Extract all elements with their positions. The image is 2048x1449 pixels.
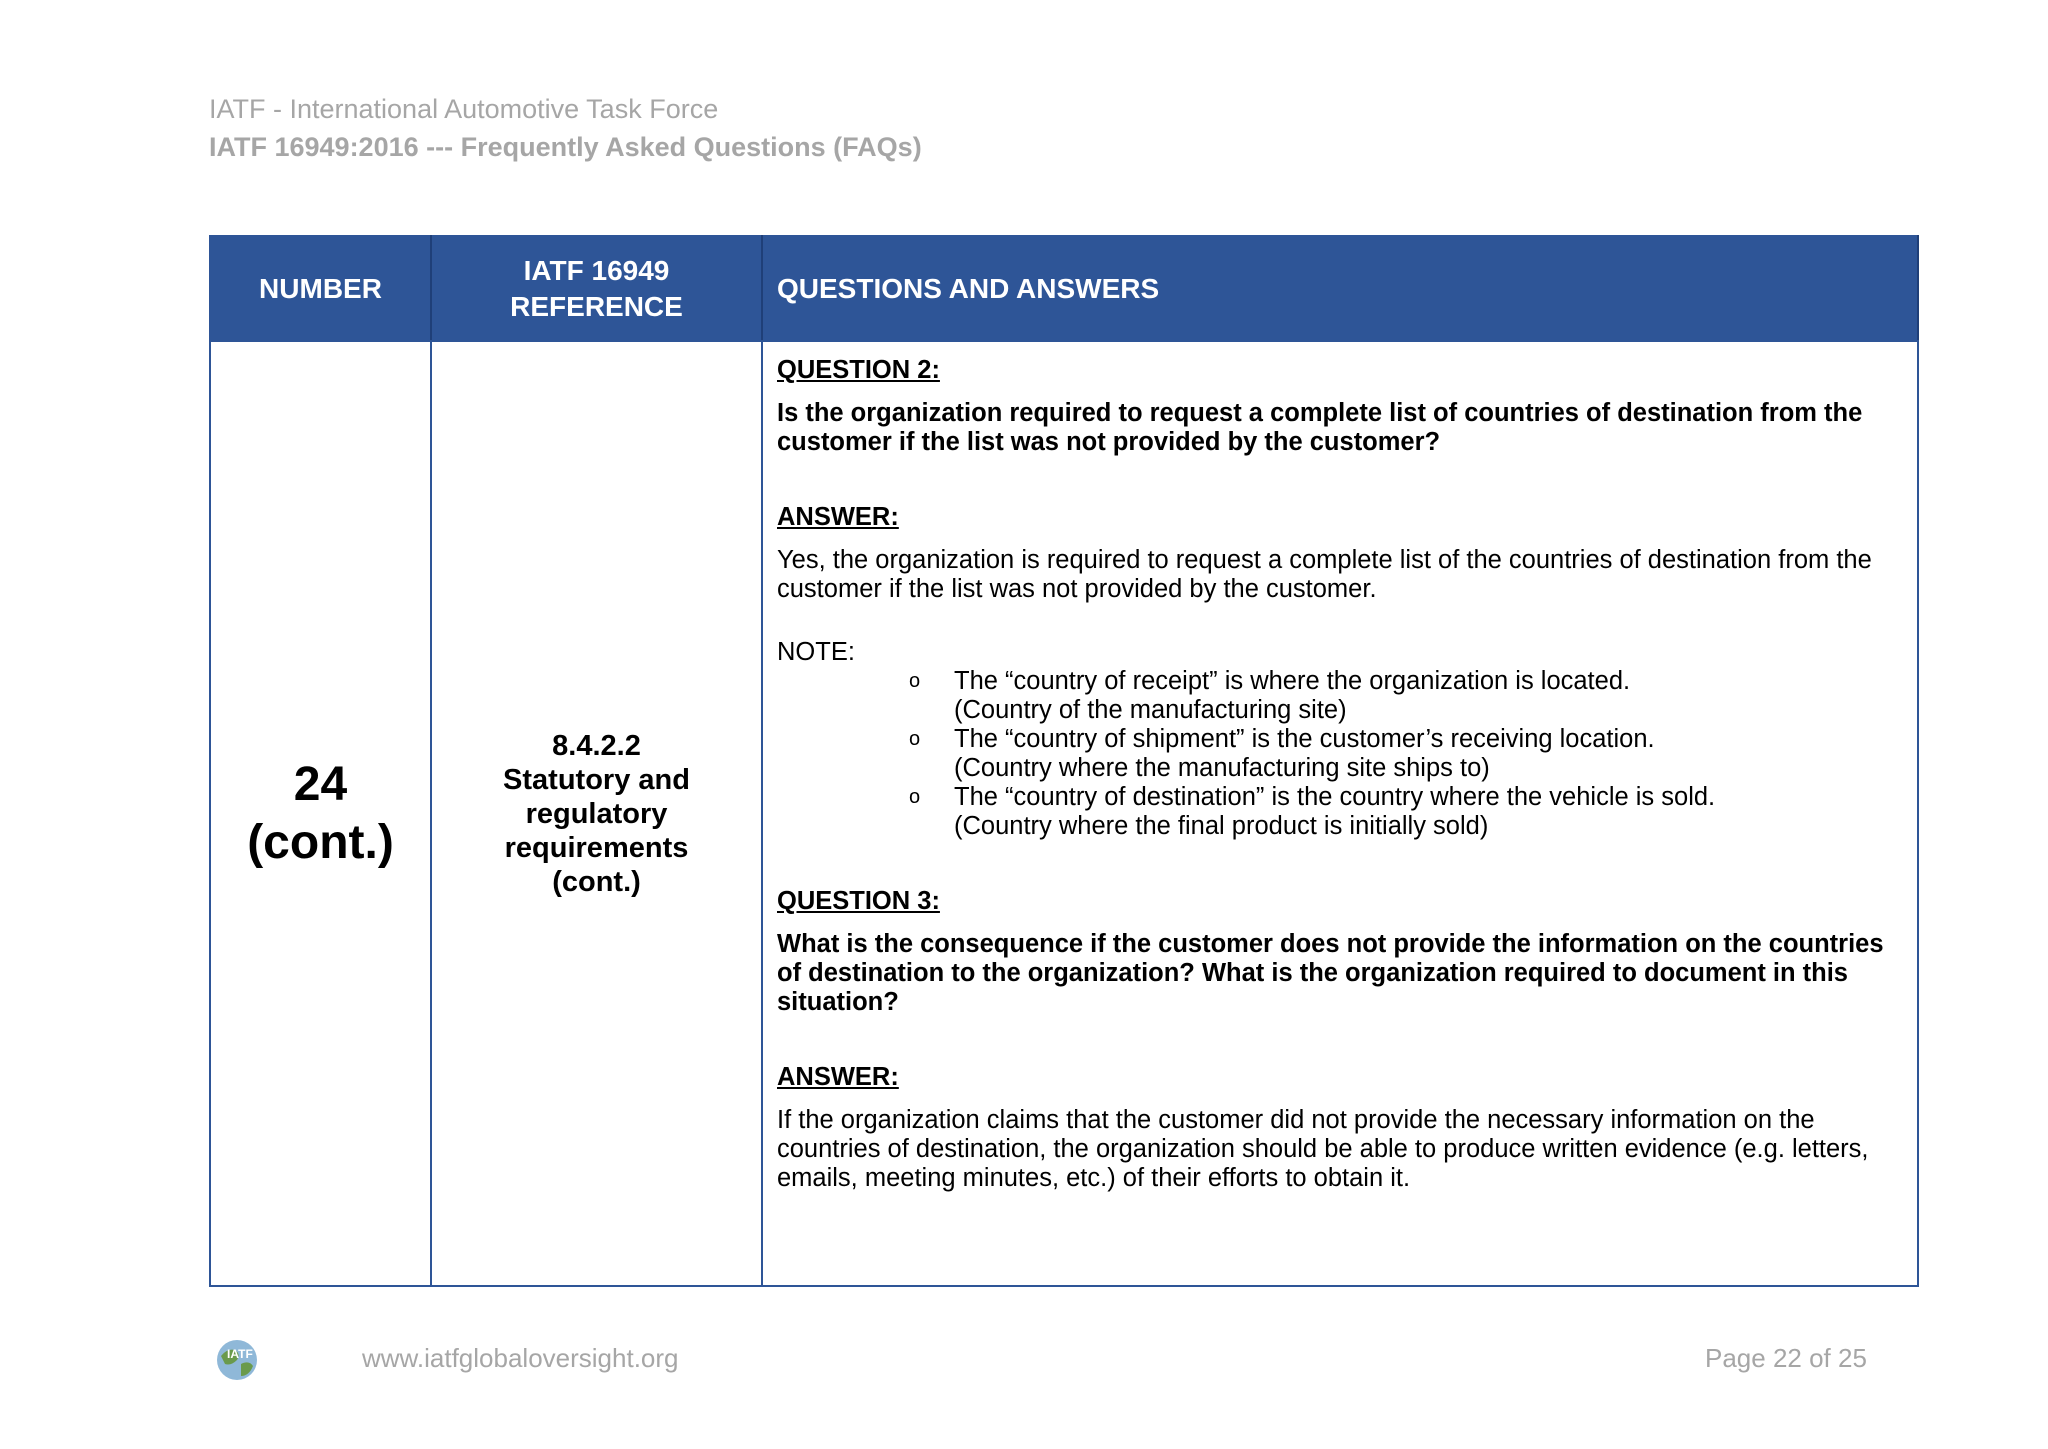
note-subline: (Country where the manufacturing site ships to) <box>954 754 1490 782</box>
list-item <box>909 783 1903 841</box>
note-subline: (Country of the manufacturing site) <box>954 696 1347 724</box>
answer-3-heading: ANSWER: <box>777 1063 899 1091</box>
reference-title-line: requirements <box>504 831 689 864</box>
circle-bullet-icon: o <box>909 786 921 808</box>
answer-3-text: If the organization claims that the customer did not provide the necessary information on the countries of destination, the organization should be able to produce written evidence (e.g. letters, emails, meeting minutes, etc.) of their efforts to obtain it. <box>777 1106 1869 1192</box>
note-subline: (Country where the final product is initially sold) <box>954 812 1489 840</box>
column-header-reference-line: REFERENCE <box>510 290 683 322</box>
footer-website-link[interactable]: www.iatfglobaloversight.org <box>362 1343 679 1373</box>
column-header-questions-answers: QUESTIONS AND ANSWERS <box>762 236 1918 341</box>
question-2-heading: QUESTION 2: <box>777 356 940 384</box>
faq-qa-cell <box>762 341 1918 1286</box>
note-label: NOTE: <box>777 638 855 666</box>
circle-bullet-icon: o <box>909 728 921 750</box>
faq-table <box>209 235 1919 1287</box>
page-header <box>209 90 922 166</box>
table-header-row <box>210 236 1918 341</box>
faq-number-suffix: (cont.) <box>247 815 394 869</box>
reference-title-line: (cont.) <box>552 865 641 898</box>
reference-clause: 8.4.2.2 <box>552 729 641 762</box>
column-header-reference-line: IATF 16949 <box>523 254 670 286</box>
note-line: The “country of receipt” is where the organization is located. <box>954 667 1631 695</box>
question-3-text: What is the consequence if the customer does not provide the information on the countries of destination to the organization? What is the organization required to document in this situation? <box>777 930 1884 1016</box>
column-header-number: NUMBER <box>210 236 431 341</box>
list-item <box>909 667 1903 725</box>
faq-number-cell <box>210 341 431 1286</box>
reference-title-line: Statutory and <box>503 763 690 796</box>
note-list <box>777 667 1903 841</box>
note-line: The “country of destination” is the country where the vehicle is sold. <box>954 783 1716 811</box>
question-3-heading: QUESTION 3: <box>777 887 940 915</box>
column-header-reference <box>431 236 762 341</box>
question-2-text: Is the organization required to request a complete list of countries of destination from the customer if the list was not provided by the customer? <box>777 399 1863 456</box>
footer-page-number: Page 22 of 25 <box>1705 1343 1867 1373</box>
list-item <box>909 725 1903 783</box>
faq-reference-cell <box>431 341 762 1286</box>
svg-text:IATF: IATF <box>227 1347 253 1361</box>
circle-bullet-icon: o <box>909 670 921 692</box>
answer-2-heading: ANSWER: <box>777 503 899 531</box>
header-organization: IATF - International Automotive Task Force <box>209 94 719 124</box>
reference-title-line: regulatory <box>525 797 668 830</box>
iatf-globe-logo-icon <box>213 1336 265 1382</box>
faq-number: 24 <box>293 757 348 811</box>
header-document-title: IATF 16949:2016 --- Frequently Asked Questions (FAQs) <box>209 132 922 162</box>
note-line: The “country of shipment” is the customer’s receiving location. <box>954 725 1655 753</box>
table-row <box>210 341 1918 1286</box>
answer-2-text: Yes, the organization is required to request a complete list of the countries of destination from the customer if the list was not provided by the customer. <box>777 546 1872 603</box>
